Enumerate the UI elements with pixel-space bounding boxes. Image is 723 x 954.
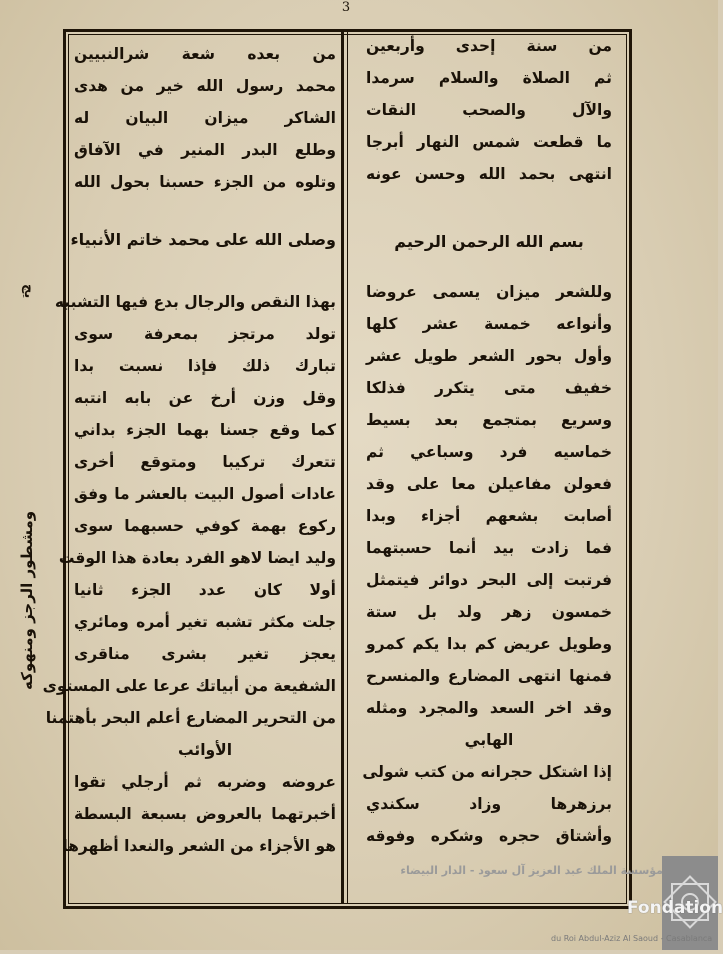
text-line: الشفيعة من أبياتك عرعا على المستوى <box>42 677 336 695</box>
text-line: من بعده شعة شرالنبيين <box>74 45 336 63</box>
text-line: هو الأجزاء من الشعر والنعدا أظهرها <box>62 837 336 855</box>
text-line: كما وقع جسنا بهما الجزء بداني <box>74 421 336 439</box>
text-line: الهابي <box>464 731 514 749</box>
stamp-title: Fondation <box>627 898 723 918</box>
column-divider <box>341 32 344 904</box>
text-line: والآل والصحب النقات <box>366 101 612 119</box>
invocation-heading: وصلى الله على محمد خاتم الأنبياء <box>70 230 336 249</box>
text-line: أصابت بشعهم أجزاء وبدا <box>366 507 612 525</box>
text-line: فما زادت بيد أنما حسبتهما <box>366 539 612 557</box>
text-line: من التحرير المضارع أعلم البحر بأهتمنا <box>45 709 336 727</box>
text-line: وقد اخر السعد والمجرد ومثله <box>366 699 612 717</box>
text-line: أولا كان عدد الجزء ثانيا <box>74 581 336 599</box>
text-line: عادات أصول البيت بالعشر ما وفق <box>74 485 336 503</box>
text-line: جلت مكثر تشبه تغير أمره ومائري <box>74 613 336 631</box>
text-line: وللشعر ميزان يسمى عروضا <box>366 283 612 301</box>
text-line: إذا اشتكل حجرانه من كتب شولى <box>362 763 612 781</box>
text-line: وأنواعه خمسة عشر كلها <box>366 315 612 333</box>
stamp-arabic-text: مؤسسة الملك عبد العزيز آل سعود - الدار البيضاء <box>400 864 663 877</box>
text-line: فمنها انتهى المضارع والمنسرح <box>366 667 612 685</box>
folio-number: 3 <box>341 0 351 15</box>
text-line: وليد ايضا لاهو الفرد بعادة هذا الوقت <box>58 549 336 567</box>
stamp-subtitle: du Roi Abdul-Aziz Al Saoud - Casablanca <box>551 934 713 943</box>
text-line: ركوع بهمة كوفي حسبهما سوى <box>74 517 336 535</box>
text-line: وسريع بمتجمع بعد بسيط <box>366 411 612 429</box>
text-line: الأوائب <box>177 741 233 759</box>
basmala-heading: بسم الله الرحمن الرحيم <box>394 232 584 251</box>
text-line: عروضه وضربه ثم أرجلي تقوا <box>74 773 336 791</box>
text-line: أخبرتهما بالعروض بسبعة البسطة <box>74 805 336 823</box>
right-column <box>362 30 612 852</box>
text-line: وقل وزن أرخ عن بابه انتبه <box>74 389 336 407</box>
text-line: خماسيه فرد وسباعي ثم <box>366 443 612 461</box>
text-line: يعجز تغير بشرى مناقرى <box>74 645 336 663</box>
text-line: فرتبت إلى البحر دوائر فيتمثل <box>366 571 612 589</box>
text-line: وأشتاق حجره وشكره وفوقه <box>366 827 612 845</box>
text-line: خمسون زهر ولد بل ستة <box>366 603 612 621</box>
text-line: تبارك ذلك فإذا نسبت بدا <box>74 357 336 375</box>
margin-mark: يج <box>21 284 36 299</box>
text-line: خفيف متى يتكرر فذلكا <box>366 379 612 397</box>
text-line: الشاكر ميزان البيان له <box>74 109 336 127</box>
text-line: فعولن مفاعيلن معا على وقد <box>366 475 612 493</box>
text-line: انتهى بحمد الله وحسن عونه <box>366 165 612 183</box>
text-line: تولد مرتجز بمعرفة سوى <box>74 325 336 343</box>
text-line: وطلع البدر المنير في الآفاق <box>74 141 336 159</box>
text-line: وطويل عريض كم بدا يكم كمرو <box>366 635 612 653</box>
text-line: وأول بحور الشعر طويل عشر <box>366 347 612 365</box>
library-stamp <box>400 856 723 950</box>
left-column <box>42 38 336 862</box>
margin-note: ومشطور الرجز ومنهوكه <box>18 510 36 690</box>
text-line: وتلوه من الجزء حسبنا بحول الله <box>74 173 336 191</box>
text-line: ما قطعت شمس النهار أبرجا <box>366 133 612 151</box>
text-line: ثم الصلاة والسلام سرمدا <box>366 69 612 87</box>
text-line: تتعرك تركيبا ومتوقع أخرى <box>74 453 336 471</box>
text-line: بهذا النقص والرجال بدع فيها التشبيه <box>54 293 336 311</box>
column-divider-inner <box>347 32 348 904</box>
text-line: برزهرها وزاد سكندي <box>366 795 612 813</box>
text-line: من سنة إحدى وأربعين <box>366 37 612 55</box>
text-line: محمد رسول الله خير من هدى <box>74 77 336 95</box>
